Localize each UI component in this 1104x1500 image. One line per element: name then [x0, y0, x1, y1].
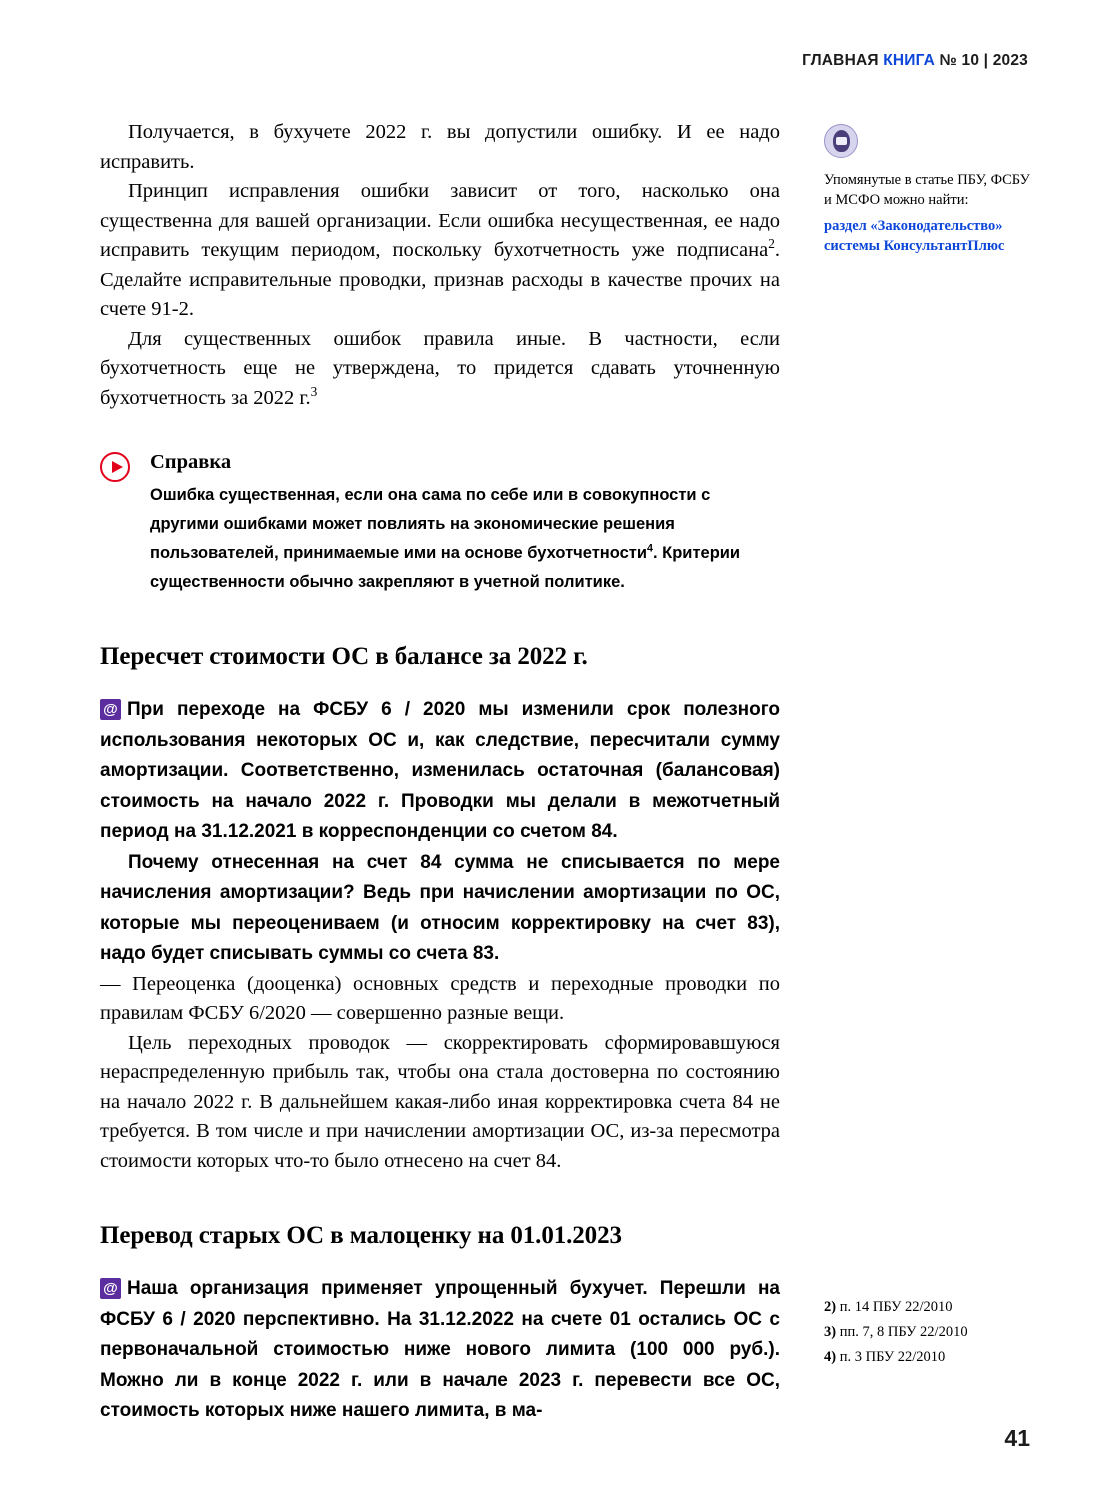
footnote-text: п. 3 ПБУ 22/2010	[836, 1349, 946, 1365]
at-badge-icon: @	[100, 1278, 121, 1299]
question-1-paragraph-1	[100, 695, 780, 848]
page-header	[802, 52, 1028, 70]
sidebar-note	[824, 124, 1036, 256]
section-title-2: Перевод старых ОС в малоценку на 01.01.2023	[100, 1222, 622, 1249]
intro-paragraph-2	[100, 177, 780, 325]
spravka-text-b: . Критерии существенности обычно закрепляют в учетной политике.	[150, 544, 741, 591]
play-circle-icon	[100, 452, 130, 482]
footnote-item	[824, 1322, 1044, 1342]
header-brand-main: ГЛАВНАЯ	[802, 52, 884, 69]
intro-p2-part-b: . Сделайте исправительные проводки, признав расходы в качестве прочих на счете 91-2.	[100, 239, 780, 320]
at-badge-icon: @	[100, 699, 121, 720]
footnote-number: 2)	[824, 1299, 837, 1315]
spravka-callout	[100, 449, 780, 597]
intro-paragraph-1: Получается, в бухучете 2022 г. вы допустили ошибку. И ее надо исправить.	[100, 121, 780, 173]
sidebar-link-line-2: системы КонсультантПлюс	[824, 238, 1005, 254]
spravka-text-a: Ошибка существенная, если она сама по себе или в совокупности с другими ошибками может повлиять на экономические решения пользователей, принимаемые ими на основе бухотчетности	[150, 486, 711, 562]
footnote-ref-3: 3	[310, 383, 318, 399]
header-issue: № 10 | 2023	[935, 52, 1028, 69]
answer-1-paragraph-1: — Переоценка (дооценка) основных средств и переходные проводки по правилам ФСБУ 6/2020 — совершенно разные вещи.	[100, 972, 780, 1024]
sidebar-note-text: Упомянутые в статье ПБУ, ФСБУ и МСФО можно найти:	[824, 172, 1030, 208]
header-brand-accent: КНИГА	[883, 52, 936, 69]
section-title-1: Пересчет стоимости ОС в балансе за 2022 г.	[100, 643, 588, 670]
intro-paragraph-3	[100, 325, 780, 414]
footnote-item	[824, 1347, 1044, 1367]
question-1-text-1: При переходе на ФСБУ 6 / 2020 мы изменили срок полезного использования некоторых ОС и, как следствие, пересчитали сумму амортизации. Соответственно, изменилась остаточная (балансовая) стоимость на начало 2022 г. Проводки мы делали в межотчетный период на 31.12.2021 в корреспонденции со счетом 84.	[100, 699, 780, 842]
qa-block-1	[100, 695, 780, 1176]
question-2-paragraph-1	[100, 1274, 780, 1427]
answer-1-paragraph-2: Цель переходных проводок — скорректировать сформировавшуюся нераспределенную прибыль так, чтобы она стала достоверна по состоянию на начало 2022 г. В дальнейшем какая-либо иная корректировка счета 84 не требуется. В том числе и при начислении амортизации ОС, из-за пересмотра стоимости которых что-то было отнесено на счет 84.	[100, 1031, 780, 1172]
sidebar-note-link[interactable]	[824, 216, 1036, 256]
footnote-ref-2: 2	[768, 236, 775, 252]
page-number: 41	[1004, 1425, 1030, 1451]
spravka-text	[150, 481, 780, 597]
footnote-text: пп. 7, 8 ПБУ 22/2010	[836, 1324, 968, 1340]
footnotes-list	[824, 1297, 1044, 1372]
question-2-text-1: Наша организация применяет упрощенный бухучет. Перешли на ФСБУ 6 / 2020 перспективно. На 31.12.2022 на счете 01 остались ОС с первоначальной стоимостью ниже нового лимита (100 000 руб.). Можно ли в конце 2022 г. или в начале 2023 г. перевести все ОС, стоимость которых ниже нашего лимита, в ма-	[100, 1278, 780, 1421]
main-text-column	[100, 118, 780, 1427]
avatar-face-shape	[833, 130, 850, 152]
footnote-number: 3)	[824, 1324, 837, 1340]
intro-p2-part-a: Принцип исправления ошибки зависит от того, насколько она существенна для вашей организации. Если ошибка несущественная, ее надо исправить текущим периодом, поскольку бухотчетность уже подписана	[100, 180, 780, 261]
spravka-title: Справка	[150, 451, 232, 473]
footnote-number: 4)	[824, 1349, 837, 1365]
reader-avatar-icon	[824, 124, 858, 158]
footnote-item	[824, 1297, 1044, 1317]
qa-block-2	[100, 1274, 780, 1427]
sidebar-link-line-1: раздел «Законодательство»	[824, 218, 1003, 234]
intro-p3-part-a: Для существенных ошибок правила иные. В частности, если бухотчетность еще не утверждена, то придется сдавать уточненную бухотчетность за 2022 г.	[100, 327, 780, 409]
footnote-ref-4: 4	[647, 542, 653, 555]
footnote-text: п. 14 ПБУ 22/2010	[836, 1299, 953, 1315]
question-1-paragraph-2: Почему отнесенная на счет 84 сумма не списывается по мере начисления амортизации? Ведь при начислении амортизации по ОС, которые мы переоцениваем (и относим корректировку на счет 83), надо будет списывать суммы со счета 83.	[100, 851, 780, 964]
